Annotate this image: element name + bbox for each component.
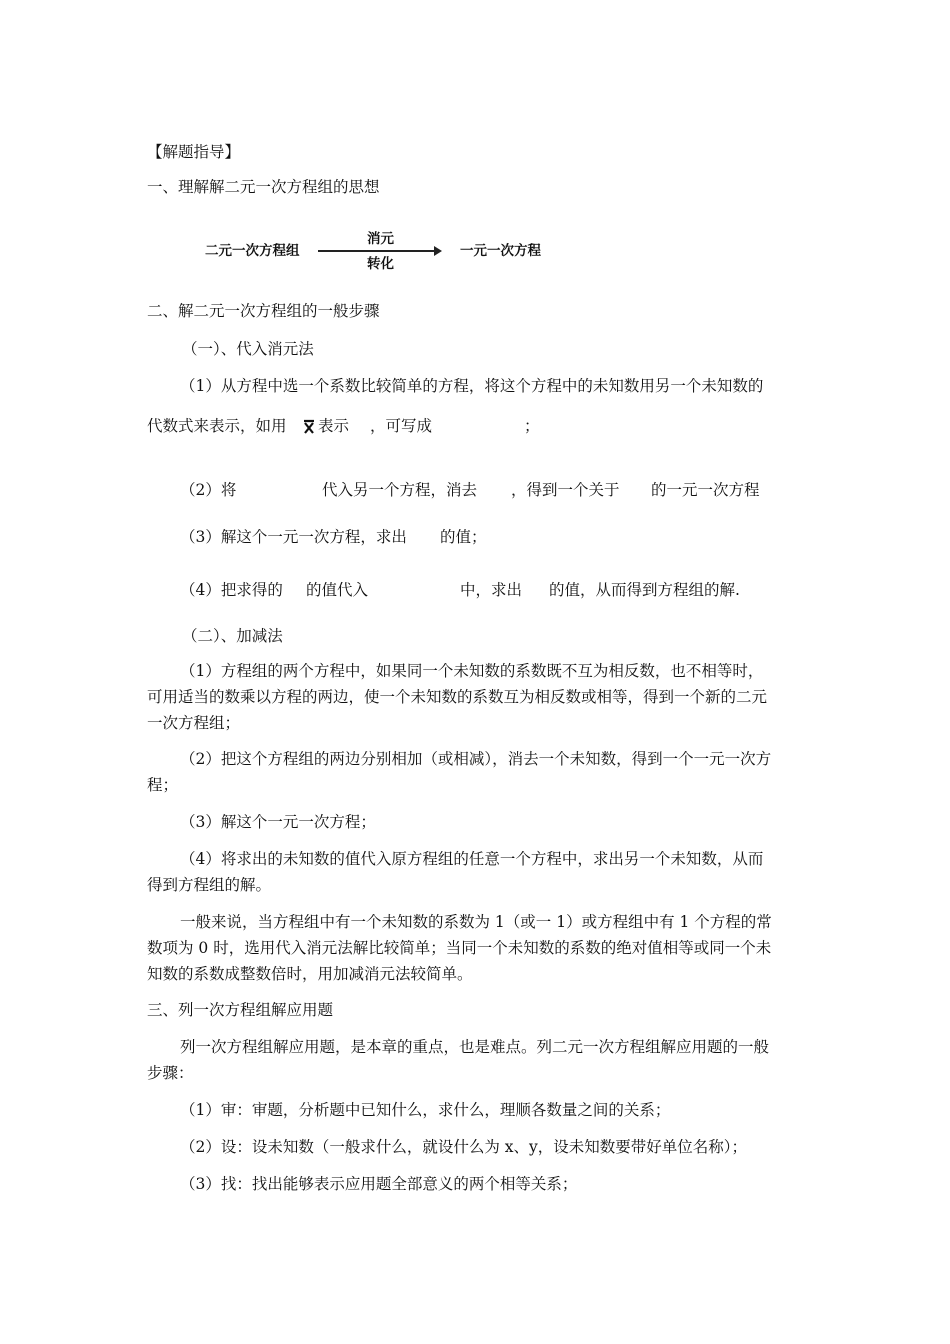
sub1-step1-line2-d: ； bbox=[524, 417, 540, 435]
sub2-step4-line1: （4）将求出的未知数的值代入原方程组的任意一个方程中，求出另一个未知数，从而 bbox=[180, 850, 764, 868]
flow-right: 一元一次方程 bbox=[460, 243, 541, 259]
sub1-step4-b: 的值代入 bbox=[306, 581, 369, 599]
flow-op-top: 消元 bbox=[367, 231, 394, 247]
s3-step2: （2）设：设未知数（一般求什么，就设什么为 x、y，设未知数要带好单位名称）； bbox=[180, 1138, 748, 1156]
sub1-step4-d: 的值，从而得到方程组的解. bbox=[549, 581, 740, 599]
sub1-title: （一）、代入消元法 bbox=[182, 340, 314, 358]
sub1-step4-a: （4）把求得的 bbox=[180, 581, 283, 599]
sub2-step1-line3: 一次方程组； bbox=[147, 714, 241, 732]
section-2-title: 二、解二元一次方程组的一般步骤 bbox=[147, 302, 380, 320]
section-1-title: 一、理解解二元一次方程组的思想 bbox=[147, 178, 380, 196]
s3-step1: （1）审：审题，分析题中已知什么，求什么，理顺各数量之间的关系； bbox=[180, 1101, 671, 1119]
sub2-step2-line1: （2）把这个方程组的两边分别相加（或相减），消去一个未知数，得到一个一元一次方 bbox=[180, 750, 772, 768]
sub1-step1-line2-b: 表示 bbox=[318, 417, 350, 435]
sub2-title: （二）、加减法 bbox=[182, 627, 283, 645]
general-line1: 一般来说，当方程组中有一个未知数的系数为 1（或一 1）或方程组中有 1 个方程的常 bbox=[180, 913, 772, 931]
sub2-step1-line2: 可用适当的数乘以方程的两边，使一个未知数的系数互为相反数或相等，得到一个新的二元 bbox=[147, 688, 768, 706]
general-line2: 数项为 0 时，选用代入消元法解比较简单；当同一个未知数的系数的绝对值相等或同一个未 bbox=[147, 939, 772, 957]
sub2-step2-line2: 程； bbox=[147, 776, 179, 794]
s3-intro-line2: 步骤： bbox=[147, 1064, 194, 1082]
flow-arrow-icon bbox=[318, 250, 440, 252]
sub1-step1-line2-a: 代数式来表示，如用 bbox=[147, 417, 287, 435]
section-heading: 【解题指导】 bbox=[147, 143, 241, 161]
sub2-step3: （3）解这个一元一次方程； bbox=[180, 813, 376, 831]
s3-step3: （3）找：找出能够表示应用题全部意义的两个相等关系； bbox=[180, 1175, 578, 1193]
sub2-step1-line1: （1）方程组的两个方程中，如果同一个未知数的系数既不互为相反数，也不相等时， bbox=[180, 662, 764, 680]
sub1-step1-line1: （1）从方程中选一个系数比较简单的方程，将这个方程中的未知数用另一个未知数的 bbox=[180, 377, 764, 395]
general-line3: 知数的系数成整数倍时，用加减消元法较简单。 bbox=[147, 965, 473, 983]
sub1-step4-c: 中，求出 bbox=[460, 581, 523, 599]
sub1-step2-a: （2）将 bbox=[180, 481, 237, 499]
sub1-step3-b: 的值； bbox=[440, 528, 487, 546]
flow-op-bottom: 转化 bbox=[367, 256, 394, 272]
sub1-step2-c: ，得到一个关于 bbox=[511, 481, 620, 499]
section-3-title: 三、列一次方程组解应用题 bbox=[147, 1001, 334, 1019]
sub2-step4-line2: 得到方程组的解。 bbox=[147, 876, 272, 894]
sub1-step3-a: （3）解这个一元一次方程，求出 bbox=[180, 528, 407, 546]
sub1-step2-d: 的一元一次方程 bbox=[651, 481, 760, 499]
flow-left: 二元一次方程组 bbox=[205, 243, 300, 259]
variable-x-icon bbox=[302, 418, 316, 434]
sub1-step1-line2-c: ，可写成 bbox=[370, 417, 433, 435]
sub1-step2-b: 代入另一个方程，消去 bbox=[322, 481, 478, 499]
s3-intro-line1: 列一次方程组解应用题，是本章的重点，也是难点。列二元一次方程组解应用题的一般 bbox=[180, 1038, 770, 1056]
